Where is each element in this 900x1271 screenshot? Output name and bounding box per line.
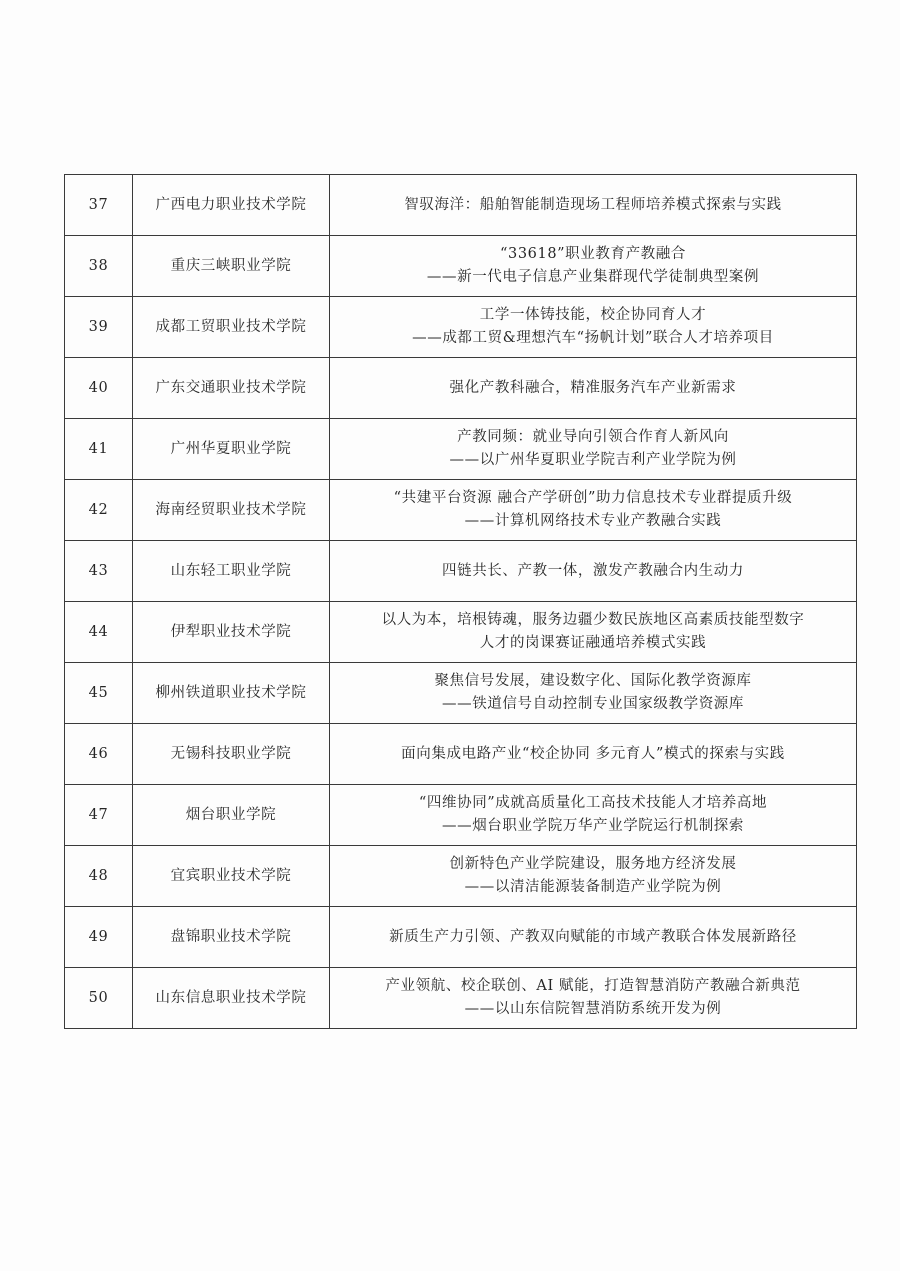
case-title-line1: 产业领航、校企联创、AI 赋能，打造智慧消防产教融合新典范 [385,978,801,994]
table-row [65,358,857,419]
case-title [330,724,857,785]
case-title-line1: 面向集成电路产业“校企协同 多元育人”模式的探索与实践 [401,745,785,762]
case-title-line2: ——烟台职业学院万华产业学院运行机制探索 [442,818,744,834]
case-title-line2: ——以清洁能源装备制造产业学院为例 [464,879,722,895]
row-number: 47 [65,785,133,846]
table-row [65,236,857,297]
table-row [65,724,857,785]
row-number: 37 [65,175,133,236]
case-title-line1: 创新特色产业学院建设，服务地方经济发展 [449,856,737,872]
school-name: 伊犁职业技术学院 [133,602,330,663]
case-title [330,175,857,236]
school-name: 海南经贸职业技术学院 [133,480,330,541]
case-title-line1: 以人为本，培根铸魂，服务边疆少数民族地区高素质技能型数字 [381,612,805,628]
case-title-line2: ——以广州华夏职业学院吉利产业学院为例 [449,452,737,468]
school-name: 广州华夏职业学院 [133,419,330,480]
case-title-line1: “33618”职业教育产教融合 [500,246,686,262]
table-row [65,541,857,602]
row-number: 43 [65,541,133,602]
case-title [330,846,857,907]
case-title-line2: 人才的岗课赛证融通培养模式实践 [479,635,707,651]
case-title [330,236,857,297]
school-name: 山东信息职业技术学院 [133,968,330,1029]
case-title [330,480,857,541]
table-row [65,663,857,724]
school-name: 烟台职业学院 [133,785,330,846]
row-number: 42 [65,480,133,541]
table-row [65,602,857,663]
school-name: 广西电力职业技术学院 [133,175,330,236]
row-number: 44 [65,602,133,663]
row-number: 38 [65,236,133,297]
case-title [330,785,857,846]
case-title-line1: 产教同频：就业导向引领合作育人新风向 [457,429,729,445]
case-title [330,663,857,724]
school-name: 广东交通职业技术学院 [133,358,330,419]
case-title-line2: ——铁道信号自动控制专业国家级教学资源库 [442,696,744,712]
row-number: 45 [65,663,133,724]
table-row [65,175,857,236]
case-title-line2: ——计算机网络技术专业产教融合实践 [464,513,722,529]
row-number: 39 [65,297,133,358]
case-list-table [64,174,857,1029]
case-title-line1: “四维协同”成就高质量化工高技术技能人才培养高地 [418,795,768,811]
case-title-line1: 新质生产力引领、产教双向赋能的市域产教联合体发展新路径 [389,928,797,945]
table-row [65,297,857,358]
row-number: 40 [65,358,133,419]
case-title [330,907,857,968]
case-title-line2: ——成都工贸&理想汽车“扬帆计划”联合人才培养项目 [412,330,774,346]
case-title-line1: 聚焦信号发展，建设数字化、国际化教学资源库 [434,673,752,689]
case-title [330,358,857,419]
case-title-line1: “共建平台资源 融合产学研创”助力信息技术专业群提质升级 [393,490,793,506]
case-title [330,541,857,602]
case-title-line2: ——以山东信院智慧消防系统开发为例 [464,1001,722,1017]
table-row [65,846,857,907]
school-name: 无锡科技职业学院 [133,724,330,785]
case-title-line1: 四链共长、产教一体，激发产教融合内生动力 [442,562,744,579]
table-row [65,480,857,541]
row-number: 49 [65,907,133,968]
case-title [330,419,857,480]
row-number: 50 [65,968,133,1029]
school-name: 宜宾职业技术学院 [133,846,330,907]
case-title-line1: 强化产教科融合，精准服务汽车产业新需求 [449,379,737,396]
school-name: 柳州铁道职业技术学院 [133,663,330,724]
school-name: 成都工贸职业技术学院 [133,297,330,358]
case-title-line1: 智驭海洋：船舶智能制造现场工程师培养模式探索与实践 [404,196,782,213]
row-number: 46 [65,724,133,785]
table-row [65,419,857,480]
row-number: 48 [65,846,133,907]
table-row [65,785,857,846]
case-title-line1: 工学一体铸技能，校企协同育人才 [479,307,707,323]
school-name: 盘锦职业技术学院 [133,907,330,968]
table-row [65,907,857,968]
case-title [330,968,857,1029]
table-row [65,968,857,1029]
case-title [330,602,857,663]
row-number: 41 [65,419,133,480]
case-title-line2: ——新一代电子信息产业集群现代学徒制典型案例 [426,269,760,285]
school-name: 重庆三峡职业学院 [133,236,330,297]
school-name: 山东轻工职业学院 [133,541,330,602]
case-title [330,297,857,358]
